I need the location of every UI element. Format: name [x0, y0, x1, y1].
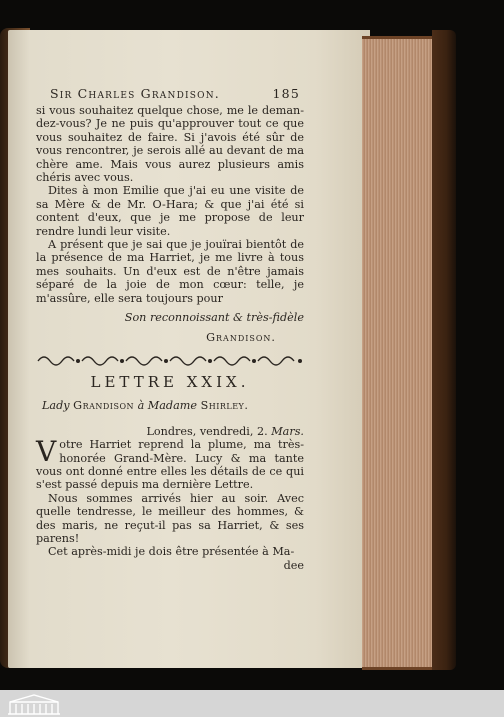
first-paragraph: [36, 435, 304, 492]
recipient-name: Grandison: [73, 399, 135, 413]
date-place: Londres, vendredi, 2.: [146, 424, 268, 438]
paragraph: Cet après-midi je dois être présentée à Ma-: [48, 545, 295, 559]
recipient-mid: à Madame: [137, 399, 197, 413]
running-head: [50, 86, 300, 101]
library-building-icon: [6, 692, 62, 716]
running-title: Sir Charles Grandison.: [50, 86, 220, 101]
page-body: [36, 104, 304, 572]
letter-date: [36, 425, 304, 438]
signature: Grandison.: [206, 330, 276, 344]
recipient-prefix: Lady: [42, 399, 70, 413]
closing-line: Son reconnoissant & très-fidèle: [124, 311, 304, 325]
drop-cap: V: [36, 435, 57, 469]
paragraph: Dites à mon Emilie que j'ai eu une visite de sa Mère & de Mr. O-Hara; & que j'ai été si content d'eux, que je me propose de leur rendre lundi leur visite.: [36, 184, 304, 238]
paragraph: Nous sommes arrivés hier au soir. Avec quelle tendresse, le meilleur des hommes, & des maris, ne reçut-il pas sa Harriet, & ses parens!: [36, 491, 304, 545]
footer-bar: [0, 690, 504, 717]
date-month: Mars.: [271, 424, 304, 438]
page-edges: [362, 36, 432, 670]
paragraph: si vous souhaitez quelque chose, me le deman-dez-vous? Je ne puis qu'approuver tout ce que vous souhaitez de faire. Si j'avois été sûr de vous rencontrer, je serois allé au devant de ma chère ame. Mais vous aurez plusieurs amis chéris avec vous.: [36, 104, 304, 185]
paragraph: A présent que je sai que je jouïrai bientôt de la présence de ma Harriet, je me livre à tous mes souhaits. Un d'eux est de n'être jamais séparé de la joie de mon cœur: telle, je m'assûre, elle sera toujours pour: [36, 238, 304, 305]
page-number: 185: [272, 86, 300, 101]
ornament-divider: [36, 354, 304, 368]
letter-recipient: [36, 399, 304, 412]
first-paragraph-text: otre Harriet reprend la plume, ma très-honorée Grand-Mère. Lucy & ma tante vous ont donné entre elles les détails de ce qui s'est passé depuis ma dernière Lettre.: [36, 438, 304, 492]
letter-title: LETTRE XXIX.: [90, 372, 250, 391]
catchword: dee: [283, 558, 304, 572]
recipient-name-2: Shirley.: [200, 399, 249, 413]
book-cover-right: [432, 30, 456, 670]
